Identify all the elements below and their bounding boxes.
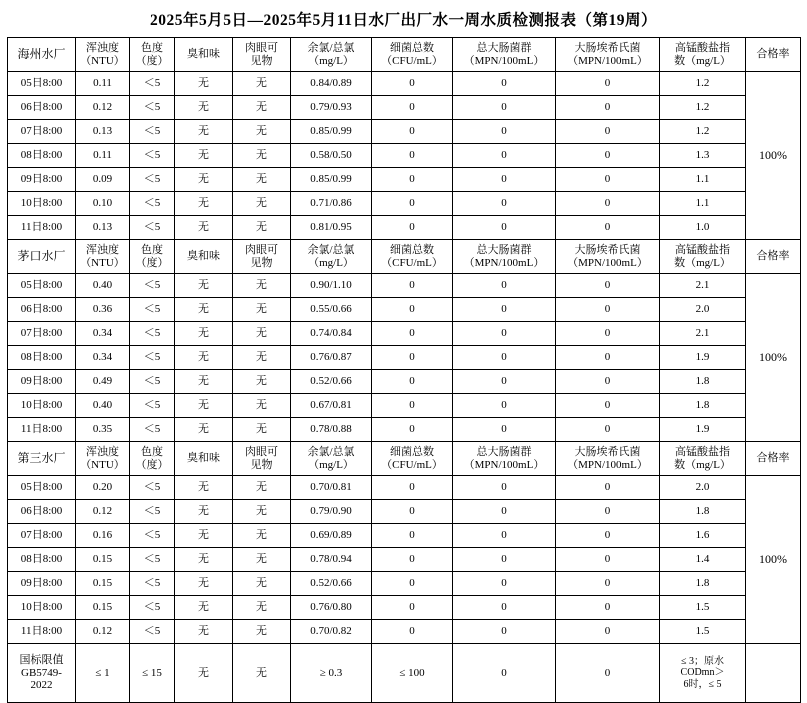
table-row xyxy=(8,192,801,216)
sample-time: 10日8:00 xyxy=(8,596,76,620)
cell-turbidity: 0.12 xyxy=(76,500,130,524)
plant-name: 海州水厂 xyxy=(8,38,76,72)
cell-turbidity: 0.36 xyxy=(76,298,130,322)
cell-turbidity: 0.13 xyxy=(76,120,130,144)
cell-permanganate: 2.0 xyxy=(660,476,746,500)
cell-ecoli: 0 xyxy=(556,72,660,96)
cell-bacteria: 0 xyxy=(372,548,453,572)
standard-bacteria: ≤ 100 xyxy=(372,644,453,703)
cell-visible-matter: 无 xyxy=(233,120,291,144)
standard-permanganate: ≤ 3；原水 CODmn＞ 6时，≤ 5 xyxy=(660,644,746,703)
cell-turbidity: 0.09 xyxy=(76,168,130,192)
cell-bacteria: 0 xyxy=(372,322,453,346)
cell-total-coliform: 0 xyxy=(453,216,556,240)
sample-time: 08日8:00 xyxy=(8,346,76,370)
cell-visible-matter: 无 xyxy=(233,596,291,620)
standard-pass-rate xyxy=(746,644,801,703)
cell-total-coliform: 0 xyxy=(453,500,556,524)
plant-name: 茅口水厂 xyxy=(8,240,76,274)
column-header-chroma: 色度 （度） xyxy=(130,240,175,274)
standard-odor: 无 xyxy=(175,644,233,703)
cell-permanganate: 1.4 xyxy=(660,548,746,572)
cell-odor: 无 xyxy=(175,120,233,144)
cell-chlorine: 0.67/0.81 xyxy=(291,394,372,418)
cell-ecoli: 0 xyxy=(556,476,660,500)
cell-odor: 无 xyxy=(175,298,233,322)
cell-total-coliform: 0 xyxy=(453,620,556,644)
cell-chroma: ＜5 xyxy=(130,596,175,620)
cell-chroma: ＜5 xyxy=(130,524,175,548)
cell-turbidity: 0.13 xyxy=(76,216,130,240)
cell-chlorine: 0.85/0.99 xyxy=(291,168,372,192)
sample-time: 07日8:00 xyxy=(8,322,76,346)
column-header-bacteria: 细菌总数 （CFU/mL） xyxy=(372,38,453,72)
cell-chroma: ＜5 xyxy=(130,322,175,346)
standard-visible-matter: 无 xyxy=(233,644,291,703)
cell-bacteria: 0 xyxy=(372,144,453,168)
table-row xyxy=(8,216,801,240)
cell-bacteria: 0 xyxy=(372,370,453,394)
cell-permanganate: 2.1 xyxy=(660,274,746,298)
cell-permanganate: 2.1 xyxy=(660,322,746,346)
cell-chlorine: 0.69/0.89 xyxy=(291,524,372,548)
cell-total-coliform: 0 xyxy=(453,572,556,596)
plant-name: 第三水厂 xyxy=(8,442,76,476)
cell-turbidity: 0.40 xyxy=(76,274,130,298)
cell-odor: 无 xyxy=(175,72,233,96)
cell-permanganate: 1.2 xyxy=(660,120,746,144)
cell-chlorine: 0.79/0.93 xyxy=(291,96,372,120)
cell-total-coliform: 0 xyxy=(453,298,556,322)
cell-turbidity: 0.34 xyxy=(76,322,130,346)
cell-ecoli: 0 xyxy=(556,596,660,620)
table-row xyxy=(8,168,801,192)
cell-ecoli: 0 xyxy=(556,322,660,346)
cell-visible-matter: 无 xyxy=(233,72,291,96)
column-header-permanganate: 高锰酸盐指 数（mg/L） xyxy=(660,38,746,72)
cell-visible-matter: 无 xyxy=(233,274,291,298)
column-header-pass-rate: 合格率 xyxy=(746,38,801,72)
cell-turbidity: 0.11 xyxy=(76,72,130,96)
cell-bacteria: 0 xyxy=(372,476,453,500)
cell-chroma: ＜5 xyxy=(130,298,175,322)
table-row xyxy=(8,500,801,524)
cell-permanganate: 1.8 xyxy=(660,370,746,394)
cell-total-coliform: 0 xyxy=(453,274,556,298)
cell-odor: 无 xyxy=(175,524,233,548)
cell-odor: 无 xyxy=(175,216,233,240)
cell-visible-matter: 无 xyxy=(233,96,291,120)
column-header-visible-matter: 肉眼可 见物 xyxy=(233,240,291,274)
cell-ecoli: 0 xyxy=(556,192,660,216)
cell-turbidity: 0.16 xyxy=(76,524,130,548)
column-header-turbidity: 浑浊度 （NTU） xyxy=(76,442,130,476)
sample-time: 10日8:00 xyxy=(8,394,76,418)
cell-chlorine: 0.85/0.99 xyxy=(291,120,372,144)
cell-ecoli: 0 xyxy=(556,370,660,394)
table-row xyxy=(8,476,801,500)
cell-total-coliform: 0 xyxy=(453,346,556,370)
column-header-ecoli: 大肠埃希氏菌 （MPN/100mL） xyxy=(556,240,660,274)
cell-chlorine: 0.76/0.80 xyxy=(291,596,372,620)
cell-turbidity: 0.10 xyxy=(76,192,130,216)
cell-odor: 无 xyxy=(175,274,233,298)
cell-total-coliform: 0 xyxy=(453,322,556,346)
cell-visible-matter: 无 xyxy=(233,346,291,370)
column-header-permanganate: 高锰酸盐指 数（mg/L） xyxy=(660,240,746,274)
section-header-row xyxy=(8,442,801,476)
cell-chlorine: 0.70/0.81 xyxy=(291,476,372,500)
cell-chroma: ＜5 xyxy=(130,394,175,418)
sample-time: 09日8:00 xyxy=(8,572,76,596)
column-header-pass-rate: 合格率 xyxy=(746,442,801,476)
cell-ecoli: 0 xyxy=(556,120,660,144)
cell-chroma: ＜5 xyxy=(130,120,175,144)
cell-bacteria: 0 xyxy=(372,192,453,216)
cell-pass-rate: 100% xyxy=(746,476,801,644)
cell-turbidity: 0.34 xyxy=(76,346,130,370)
table-row xyxy=(8,370,801,394)
cell-ecoli: 0 xyxy=(556,216,660,240)
cell-chlorine: 0.76/0.87 xyxy=(291,346,372,370)
sample-time: 05日8:00 xyxy=(8,476,76,500)
cell-ecoli: 0 xyxy=(556,274,660,298)
cell-bacteria: 0 xyxy=(372,394,453,418)
cell-odor: 无 xyxy=(175,168,233,192)
cell-permanganate: 1.2 xyxy=(660,96,746,120)
cell-permanganate: 1.3 xyxy=(660,144,746,168)
page-title: 2025年5月5日—2025年5月11日水厂出厂水一周水质检测报表（第19周） xyxy=(150,12,657,29)
cell-total-coliform: 0 xyxy=(453,192,556,216)
standard-total-coliform: 0 xyxy=(453,644,556,703)
table-row xyxy=(8,120,801,144)
cell-ecoli: 0 xyxy=(556,394,660,418)
sample-time: 10日8:00 xyxy=(8,192,76,216)
cell-odor: 无 xyxy=(175,370,233,394)
cell-chlorine: 0.78/0.94 xyxy=(291,548,372,572)
table-row xyxy=(8,144,801,168)
sample-time: 06日8:00 xyxy=(8,96,76,120)
cell-bacteria: 0 xyxy=(372,298,453,322)
cell-turbidity: 0.12 xyxy=(76,96,130,120)
cell-ecoli: 0 xyxy=(556,548,660,572)
cell-odor: 无 xyxy=(175,96,233,120)
cell-chlorine: 0.74/0.84 xyxy=(291,322,372,346)
cell-odor: 无 xyxy=(175,192,233,216)
cell-odor: 无 xyxy=(175,418,233,442)
cell-visible-matter: 无 xyxy=(233,476,291,500)
table-row xyxy=(8,96,801,120)
cell-visible-matter: 无 xyxy=(233,192,291,216)
cell-total-coliform: 0 xyxy=(453,596,556,620)
cell-bacteria: 0 xyxy=(372,72,453,96)
cell-chroma: ＜5 xyxy=(130,620,175,644)
standard-chlorine: ≥ 0.3 xyxy=(291,644,372,703)
cell-chroma: ＜5 xyxy=(130,346,175,370)
cell-bacteria: 0 xyxy=(372,216,453,240)
section-header-row xyxy=(8,240,801,274)
cell-visible-matter: 无 xyxy=(233,572,291,596)
table-row xyxy=(8,596,801,620)
sample-time: 08日8:00 xyxy=(8,144,76,168)
sample-time: 11日8:00 xyxy=(8,216,76,240)
column-header-ecoli: 大肠埃希氏菌 （MPN/100mL） xyxy=(556,38,660,72)
standard-ecoli: 0 xyxy=(556,644,660,703)
cell-visible-matter: 无 xyxy=(233,298,291,322)
cell-permanganate: 2.0 xyxy=(660,298,746,322)
cell-ecoli: 0 xyxy=(556,144,660,168)
cell-odor: 无 xyxy=(175,346,233,370)
cell-chlorine: 0.70/0.82 xyxy=(291,620,372,644)
table-row xyxy=(8,524,801,548)
cell-permanganate: 1.8 xyxy=(660,500,746,524)
cell-chlorine: 0.79/0.90 xyxy=(291,500,372,524)
cell-permanganate: 1.9 xyxy=(660,418,746,442)
cell-permanganate: 1.0 xyxy=(660,216,746,240)
sample-time: 06日8:00 xyxy=(8,500,76,524)
cell-ecoli: 0 xyxy=(556,298,660,322)
cell-turbidity: 0.20 xyxy=(76,476,130,500)
sample-time: 09日8:00 xyxy=(8,370,76,394)
cell-total-coliform: 0 xyxy=(453,524,556,548)
cell-chlorine: 0.55/0.66 xyxy=(291,298,372,322)
cell-visible-matter: 无 xyxy=(233,524,291,548)
cell-bacteria: 0 xyxy=(372,274,453,298)
column-header-odor: 臭和味 xyxy=(175,38,233,72)
sample-time: 06日8:00 xyxy=(8,298,76,322)
cell-chlorine: 0.90/1.10 xyxy=(291,274,372,298)
column-header-turbidity: 浑浊度 （NTU） xyxy=(76,240,130,274)
cell-turbidity: 0.12 xyxy=(76,620,130,644)
sample-time: 09日8:00 xyxy=(8,168,76,192)
cell-permanganate: 1.8 xyxy=(660,572,746,596)
cell-odor: 无 xyxy=(175,144,233,168)
cell-ecoli: 0 xyxy=(556,168,660,192)
table-row xyxy=(8,346,801,370)
cell-turbidity: 0.49 xyxy=(76,370,130,394)
cell-permanganate: 1.8 xyxy=(660,394,746,418)
cell-turbidity: 0.35 xyxy=(76,418,130,442)
cell-turbidity: 0.15 xyxy=(76,572,130,596)
cell-chlorine: 0.71/0.86 xyxy=(291,192,372,216)
cell-visible-matter: 无 xyxy=(233,418,291,442)
sample-time: 05日8:00 xyxy=(8,72,76,96)
cell-chroma: ＜5 xyxy=(130,572,175,596)
standard-turbidity: ≤ 1 xyxy=(76,644,130,703)
cell-turbidity: 0.40 xyxy=(76,394,130,418)
cell-chlorine: 0.81/0.95 xyxy=(291,216,372,240)
cell-chroma: ＜5 xyxy=(130,216,175,240)
cell-pass-rate: 100% xyxy=(746,72,801,240)
cell-visible-matter: 无 xyxy=(233,394,291,418)
cell-permanganate: 1.2 xyxy=(660,72,746,96)
cell-turbidity: 0.15 xyxy=(76,596,130,620)
sample-time: 07日8:00 xyxy=(8,120,76,144)
cell-chlorine: 0.78/0.88 xyxy=(291,418,372,442)
sample-time: 11日8:00 xyxy=(8,620,76,644)
cell-odor: 无 xyxy=(175,548,233,572)
cell-visible-matter: 无 xyxy=(233,216,291,240)
cell-permanganate: 1.1 xyxy=(660,168,746,192)
cell-chroma: ＜5 xyxy=(130,548,175,572)
cell-turbidity: 0.11 xyxy=(76,144,130,168)
cell-chroma: ＜5 xyxy=(130,96,175,120)
cell-visible-matter: 无 xyxy=(233,500,291,524)
cell-bacteria: 0 xyxy=(372,572,453,596)
cell-bacteria: 0 xyxy=(372,120,453,144)
standard-limit-row xyxy=(8,644,801,703)
cell-turbidity: 0.15 xyxy=(76,548,130,572)
cell-total-coliform: 0 xyxy=(453,168,556,192)
cell-chlorine: 0.58/0.50 xyxy=(291,144,372,168)
standard-chroma: ≤ 15 xyxy=(130,644,175,703)
cell-total-coliform: 0 xyxy=(453,548,556,572)
sample-time: 05日8:00 xyxy=(8,274,76,298)
cell-odor: 无 xyxy=(175,596,233,620)
cell-chroma: ＜5 xyxy=(130,168,175,192)
cell-bacteria: 0 xyxy=(372,596,453,620)
cell-odor: 无 xyxy=(175,572,233,596)
column-header-total-coliform: 总大肠菌群 （MPN/100mL） xyxy=(453,38,556,72)
cell-total-coliform: 0 xyxy=(453,476,556,500)
cell-odor: 无 xyxy=(175,322,233,346)
cell-odor: 无 xyxy=(175,500,233,524)
cell-bacteria: 0 xyxy=(372,418,453,442)
cell-bacteria: 0 xyxy=(372,346,453,370)
cell-ecoli: 0 xyxy=(556,346,660,370)
table-row xyxy=(8,620,801,644)
cell-total-coliform: 0 xyxy=(453,120,556,144)
sample-time: 11日8:00 xyxy=(8,418,76,442)
cell-permanganate: 1.9 xyxy=(660,346,746,370)
cell-chroma: ＜5 xyxy=(130,144,175,168)
table-row xyxy=(8,274,801,298)
cell-ecoli: 0 xyxy=(556,418,660,442)
cell-chlorine: 0.84/0.89 xyxy=(291,72,372,96)
sample-time: 08日8:00 xyxy=(8,548,76,572)
cell-ecoli: 0 xyxy=(556,524,660,548)
column-header-chroma: 色度 （度） xyxy=(130,442,175,476)
column-header-total-coliform: 总大肠菌群 （MPN/100mL） xyxy=(453,240,556,274)
column-header-permanganate: 高锰酸盐指 数（mg/L） xyxy=(660,442,746,476)
cell-visible-matter: 无 xyxy=(233,548,291,572)
cell-visible-matter: 无 xyxy=(233,144,291,168)
column-header-pass-rate: 合格率 xyxy=(746,240,801,274)
column-header-chlorine: 余氯/总氯 （mg/L） xyxy=(291,240,372,274)
cell-visible-matter: 无 xyxy=(233,370,291,394)
column-header-bacteria: 细菌总数 （CFU/mL） xyxy=(372,240,453,274)
table-row xyxy=(8,72,801,96)
cell-bacteria: 0 xyxy=(372,168,453,192)
cell-pass-rate: 100% xyxy=(746,274,801,442)
cell-bacteria: 0 xyxy=(372,96,453,120)
table-row xyxy=(8,322,801,346)
cell-chroma: ＜5 xyxy=(130,418,175,442)
cell-total-coliform: 0 xyxy=(453,370,556,394)
water-quality-report-table xyxy=(7,37,801,703)
table-row xyxy=(8,298,801,322)
cell-bacteria: 0 xyxy=(372,620,453,644)
cell-ecoli: 0 xyxy=(556,620,660,644)
table-row xyxy=(8,572,801,596)
column-header-chlorine: 余氯/总氯 （mg/L） xyxy=(291,442,372,476)
cell-chroma: ＜5 xyxy=(130,192,175,216)
cell-bacteria: 0 xyxy=(372,500,453,524)
cell-chroma: ＜5 xyxy=(130,72,175,96)
cell-odor: 无 xyxy=(175,476,233,500)
cell-odor: 无 xyxy=(175,394,233,418)
column-header-chroma: 色度 （度） xyxy=(130,38,175,72)
cell-total-coliform: 0 xyxy=(453,144,556,168)
cell-odor: 无 xyxy=(175,620,233,644)
cell-visible-matter: 无 xyxy=(233,322,291,346)
column-header-odor: 臭和味 xyxy=(175,442,233,476)
column-header-visible-matter: 肉眼可 见物 xyxy=(233,38,291,72)
section-header-row xyxy=(8,38,801,72)
cell-visible-matter: 无 xyxy=(233,168,291,192)
cell-ecoli: 0 xyxy=(556,500,660,524)
cell-chroma: ＜5 xyxy=(130,370,175,394)
sample-time: 07日8:00 xyxy=(8,524,76,548)
cell-ecoli: 0 xyxy=(556,572,660,596)
cell-permanganate: 1.5 xyxy=(660,596,746,620)
cell-ecoli: 0 xyxy=(556,96,660,120)
cell-total-coliform: 0 xyxy=(453,418,556,442)
cell-chroma: ＜5 xyxy=(130,476,175,500)
column-header-turbidity: 浑浊度 （NTU） xyxy=(76,38,130,72)
cell-chlorine: 0.52/0.66 xyxy=(291,572,372,596)
cell-visible-matter: 无 xyxy=(233,620,291,644)
standard-label: 国标限值 GB5749- 2022 xyxy=(8,644,76,703)
cell-total-coliform: 0 xyxy=(453,72,556,96)
column-header-bacteria: 细菌总数 （CFU/mL） xyxy=(372,442,453,476)
column-header-odor: 臭和味 xyxy=(175,240,233,274)
column-header-chlorine: 余氯/总氯 （mg/L） xyxy=(291,38,372,72)
cell-chroma: ＜5 xyxy=(130,500,175,524)
cell-total-coliform: 0 xyxy=(453,394,556,418)
cell-permanganate: 1.5 xyxy=(660,620,746,644)
column-header-total-coliform: 总大肠菌群 （MPN/100mL） xyxy=(453,442,556,476)
cell-permanganate: 1.1 xyxy=(660,192,746,216)
table-row xyxy=(8,394,801,418)
cell-total-coliform: 0 xyxy=(453,96,556,120)
table-row xyxy=(8,418,801,442)
table-row xyxy=(8,548,801,572)
column-header-visible-matter: 肉眼可 见物 xyxy=(233,442,291,476)
cell-permanganate: 1.6 xyxy=(660,524,746,548)
cell-bacteria: 0 xyxy=(372,524,453,548)
column-header-ecoli: 大肠埃希氏菌 （MPN/100mL） xyxy=(556,442,660,476)
cell-chlorine: 0.52/0.66 xyxy=(291,370,372,394)
cell-chroma: ＜5 xyxy=(130,274,175,298)
